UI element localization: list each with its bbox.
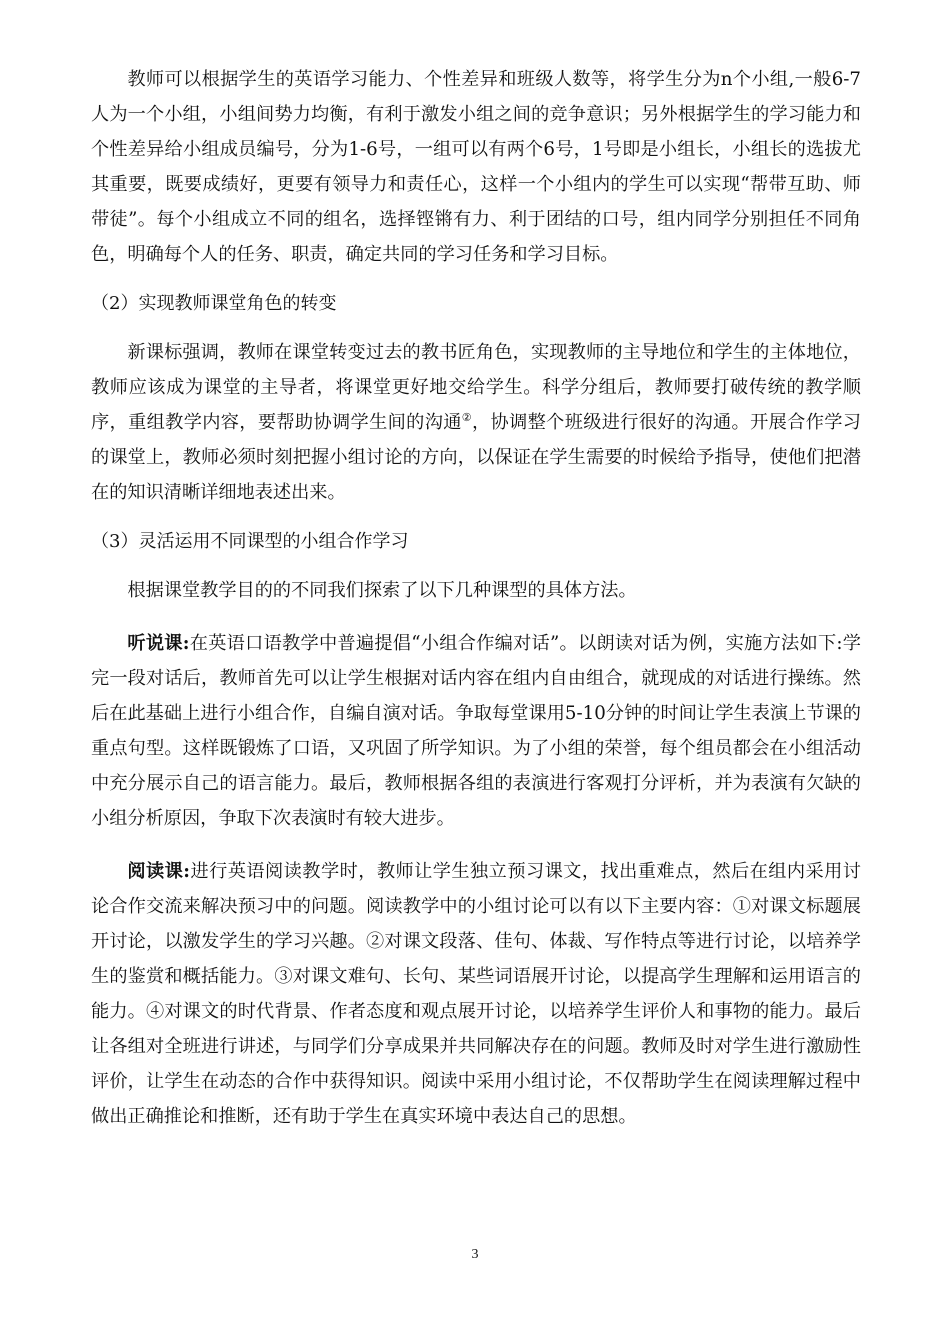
document-page: [91, 62, 861, 1134]
spacer: [91, 510, 861, 524]
paragraph-text: 在英语口语教学中普遍提倡“小组合作编对话”。以朗读对话为例，实施方法如下:学完一段对话后，教师首先可以让学生根据对话内容在组内自由组合，就现成的对话进行操练。然后在此基础上进行小组合作，自编自演对话。争取每堂课用5-10分钟的时间让学生表演上节课的重点句型。这样既锻炼了口语，又巩固了所学知识。为了小组的荣誉，每个组员都会在小组活动中充分展示自己的语言能力。最后，教师根据各组的表演进行客观打分评析，并为表演有欠缺的小组分析原因，争取下次表演时有较大进步。: [91, 633, 861, 829]
paragraph-text: ，协调整个班级进行很好的沟通。开展合作学习的课堂上，教师必须时刻把握小组讨论的方向，以保证在学生需要的时候给予指导，使他们把潜在的知识清晰详细地表述出来。: [91, 412, 861, 503]
paragraph-text: 新课标强调，教师在课堂转变过去的教书匠角色，实现教师的主导地位和学生的主体地位，教师应该成为课堂的主导者，将课堂更好地交给学生。科学分组后，教师要打破传统的教学顺序，重组教学内容，要帮助协调学生间的沟通: [91, 342, 861, 433]
section-heading-2: （2）实现教师课堂角色的转变: [91, 293, 337, 314]
paragraph-text: 进行英语阅读教学时，教师让学生独立预习课文，找出重难点，然后在组内采用讨论合作交流来解决预习中的问题。阅读教学中的小组讨论可以有以下主要内容：①对课文标题展开讨论，以激发学生的学习兴趣。②对课文段落、佳句、体裁、写作特点等进行讨论，以培养学生的鉴赏和概括能力。③对课文难句、长句、某些词语展开讨论，以提高学生理解和运用语言的能力。④对课文的时代背景、作者态度和观点展开讨论，以培养学生评价人和事物的能力。最后让各组对全班进行讲述，与同学们分享成果并共同解决存在的问题。教师及时对学生进行激励性评价，让学生在动态的合作中获得知识。阅读中采用小组讨论，不仅帮助学生在阅读理解过程中做出正确推论和推断，还有助于学生在真实环境中表达自己的思想。: [91, 861, 861, 1127]
spacer: [91, 836, 861, 854]
spacer: [91, 608, 861, 626]
paragraph-intro: 根据课堂教学目的的不同我们探索了以下几种课型的具体方法。: [127, 580, 637, 601]
page-number: 3: [471, 1247, 479, 1262]
paragraph-grouping: 教师可以根据学生的英语学习能力、个性差异和班级人数等，将学生分为n个小组,一般6-7人为一个小组，小组间势力均衡，有利于激发小组之间的竞争意识；另外根据学生的学习能力和个性差异给小组成员编号，分为1-6号，一组可以有两个6号，1号即是小组长，小组长的选拔尤其重要，既要成绩好，更要有领导力和责任心，这样一个小组内的学生可以实现“帮带互助、师带徒”。每个小组成立不同的组名，选择铿锵有力、利于团结的口号，组内同学分别担任不同角色，明确每个人的任务、职责，确定共同的学习任务和学习目标。: [91, 69, 861, 265]
section-heading-3: （3）灵活运用不同课型的小组合作学习: [91, 531, 409, 552]
paragraph-listening-speaking: [91, 626, 861, 836]
paragraph-teacher-role: [91, 335, 861, 510]
lead-label: 阅读课:: [127, 861, 191, 882]
spacer: [91, 272, 861, 286]
paragraph-reading: [91, 854, 861, 1134]
footnote-marker: ②: [461, 410, 472, 424]
spacer: [91, 321, 861, 335]
lead-label: 听说课:: [127, 633, 190, 654]
spacer: [91, 559, 861, 573]
